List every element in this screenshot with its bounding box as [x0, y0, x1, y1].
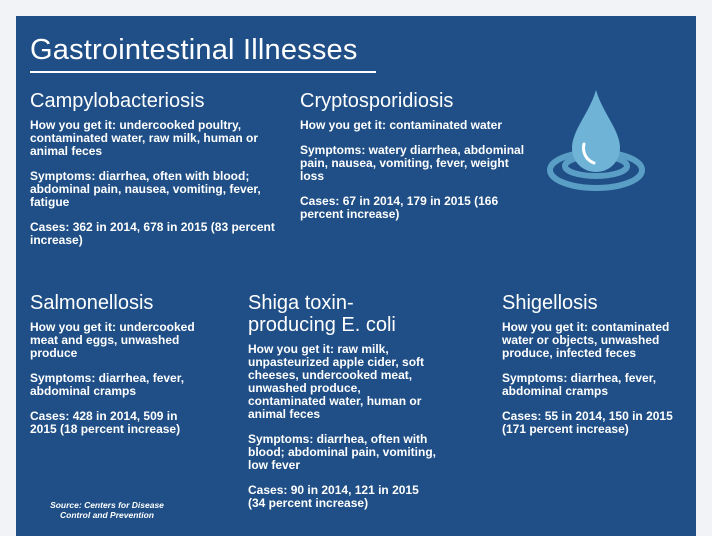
section-symptoms: Symptoms: diarrhea, fever, abdominal cramps	[502, 371, 657, 398]
section-heading: Campylobacteriosis	[30, 90, 205, 112]
section-heading: Shiga toxin-producing E. coli	[248, 292, 396, 336]
section-symptoms: Symptoms: diarrhea, often with blood; abdominal pain, nausea, vomiting, fever, fatigue	[30, 169, 261, 209]
water-drop-icon	[544, 86, 648, 199]
section-heading: Shigellosis	[502, 292, 598, 314]
section-shigellosis	[502, 292, 674, 448]
section-cases: Cases: 90 in 2014, 121 in 2015 (34 percent increase)	[248, 483, 419, 510]
infographic-card	[16, 16, 696, 536]
section-cases: Cases: 428 in 2014, 509 in 2015 (18 percent increase)	[30, 409, 181, 436]
section-cases: Cases: 67 in 2014, 179 in 2015 (166 percent increase)	[300, 194, 499, 221]
section-shiga-toxin-e-coli	[248, 292, 438, 522]
section-how: How you get it: undercooked meat and eggs, unwashed produce	[30, 320, 195, 360]
title-underline	[30, 71, 376, 73]
section-cases: Cases: 55 in 2014, 150 in 2015 (171 percent increase)	[502, 409, 673, 436]
section-how: How you get it: raw milk, unpasteurized apple cider, soft cheeses, undercooked meat, unwashed produce, contaminated water, human or animal feces	[248, 342, 425, 421]
section-symptoms: Symptoms: diarrhea, fever, abdominal cramps	[30, 371, 185, 398]
section-heading: Cryptosporidiosis	[300, 90, 454, 112]
section-how: How you get it: contaminated water or objects, unwashed produce, infected feces	[502, 320, 670, 360]
page-title: Gastrointestinal Illnesses	[30, 34, 358, 66]
source-credit: Source: Centers for Disease Control and Prevention	[50, 500, 164, 520]
section-cryptosporidiosis	[300, 90, 528, 233]
section-heading: Salmonellosis	[30, 292, 154, 314]
section-symptoms: Symptoms: watery diarrhea, abdominal pain, nausea, vomiting, fever, weight loss	[300, 143, 525, 183]
section-campylobacteriosis	[30, 90, 286, 259]
section-cases: Cases: 362 in 2014, 678 in 2015 (83 percent increase)	[30, 220, 275, 247]
section-how: How you get it: undercooked poultry, contaminated water, raw milk, human or animal feces	[30, 118, 259, 158]
section-salmonellosis	[30, 292, 202, 448]
section-how: How you get it: contaminated water	[300, 118, 503, 132]
section-symptoms: Symptoms: diarrhea, often with blood; abdominal pain, vomiting, low fever	[248, 432, 436, 472]
